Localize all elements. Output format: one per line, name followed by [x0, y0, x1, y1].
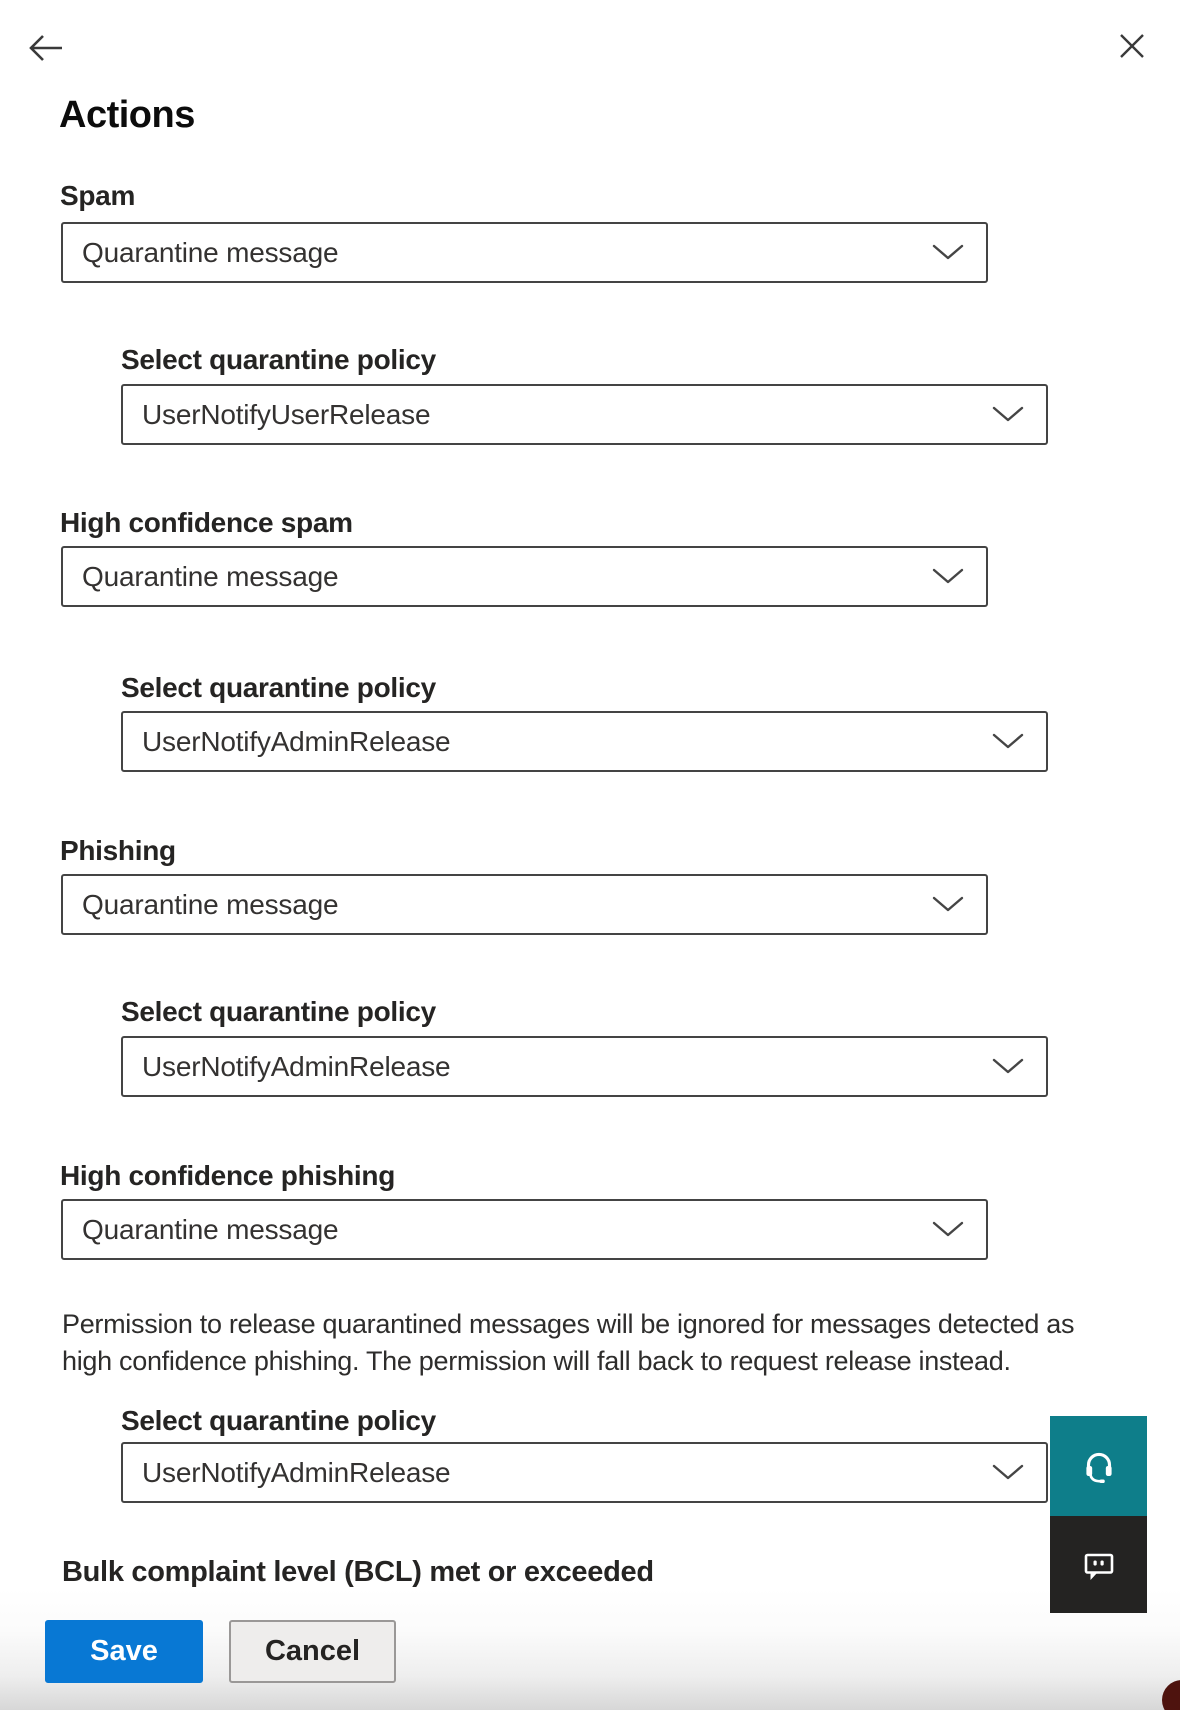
spam-policy-label: Select quarantine policy	[121, 344, 436, 375]
dropdown-selected-value: Quarantine message	[82, 888, 339, 920]
dropdown-selected-value: UserNotifyUserRelease	[142, 398, 431, 430]
phishing-action-dropdown[interactable]	[61, 874, 988, 935]
chevron-down-icon	[992, 1058, 1024, 1075]
feedback-widget-button[interactable]	[1050, 1516, 1147, 1613]
spam-label: Spam	[60, 180, 136, 211]
high-confidence-phishing-label: High confidence phishing	[60, 1160, 396, 1191]
spam-policy-dropdown[interactable]	[121, 384, 1048, 445]
high-confidence-spam-action-dropdown[interactable]	[61, 546, 988, 607]
high-confidence-spam-label: High confidence spam	[60, 507, 353, 538]
high-confidence-phishing-note	[62, 1306, 1074, 1380]
chevron-down-icon	[932, 896, 964, 913]
high-confidence-phishing-policy-dropdown[interactable]	[121, 1442, 1048, 1503]
chevron-down-icon	[932, 1221, 964, 1238]
note-line: Permission to release quarantined messages will be ignored for messages detected as	[62, 1309, 1075, 1339]
chevron-down-icon	[992, 733, 1024, 750]
bulk-complaint-level-label: Bulk complaint level (BCL) met or exceeded	[62, 1556, 654, 1588]
cancel-button[interactable]: Cancel	[229, 1620, 396, 1683]
chevron-down-icon	[932, 244, 964, 261]
close-icon	[1117, 31, 1147, 61]
save-button[interactable]: Save	[45, 1620, 203, 1683]
dropdown-selected-value: UserNotifyAdminRelease	[142, 1050, 451, 1082]
help-widget-button[interactable]	[1050, 1416, 1147, 1516]
close-button[interactable]	[1116, 31, 1148, 63]
chevron-down-icon	[932, 568, 964, 585]
dropdown-selected-value: UserNotifyAdminRelease	[142, 725, 451, 757]
chevron-down-icon	[992, 406, 1024, 423]
page-title: Actions	[59, 94, 195, 136]
phishing-policy-dropdown[interactable]	[121, 1036, 1048, 1097]
chat-icon	[1079, 1545, 1119, 1585]
dropdown-selected-value: Quarantine message	[82, 1213, 339, 1245]
note-line: high confidence phishing. The permission will fall back to request release instead.	[62, 1346, 1011, 1376]
dropdown-selected-value: Quarantine message	[82, 560, 339, 592]
dropdown-selected-value: UserNotifyAdminRelease	[142, 1456, 451, 1488]
back-button[interactable]	[26, 30, 66, 66]
phishing-policy-label: Select quarantine policy	[121, 996, 436, 1027]
footer-bar	[0, 1588, 1180, 1710]
dropdown-selected-value: Quarantine message	[82, 236, 339, 268]
high-confidence-spam-policy-dropdown[interactable]	[121, 711, 1048, 772]
high-confidence-phishing-policy-label: Select quarantine policy	[121, 1405, 436, 1436]
spam-action-dropdown[interactable]	[61, 222, 988, 283]
high-confidence-phishing-action-dropdown[interactable]	[61, 1199, 988, 1260]
headset-icon	[1078, 1445, 1120, 1487]
high-confidence-spam-policy-label: Select quarantine policy	[121, 672, 436, 703]
phishing-label: Phishing	[60, 835, 176, 866]
arrow-left-icon	[26, 30, 66, 66]
chevron-down-icon	[992, 1464, 1024, 1481]
